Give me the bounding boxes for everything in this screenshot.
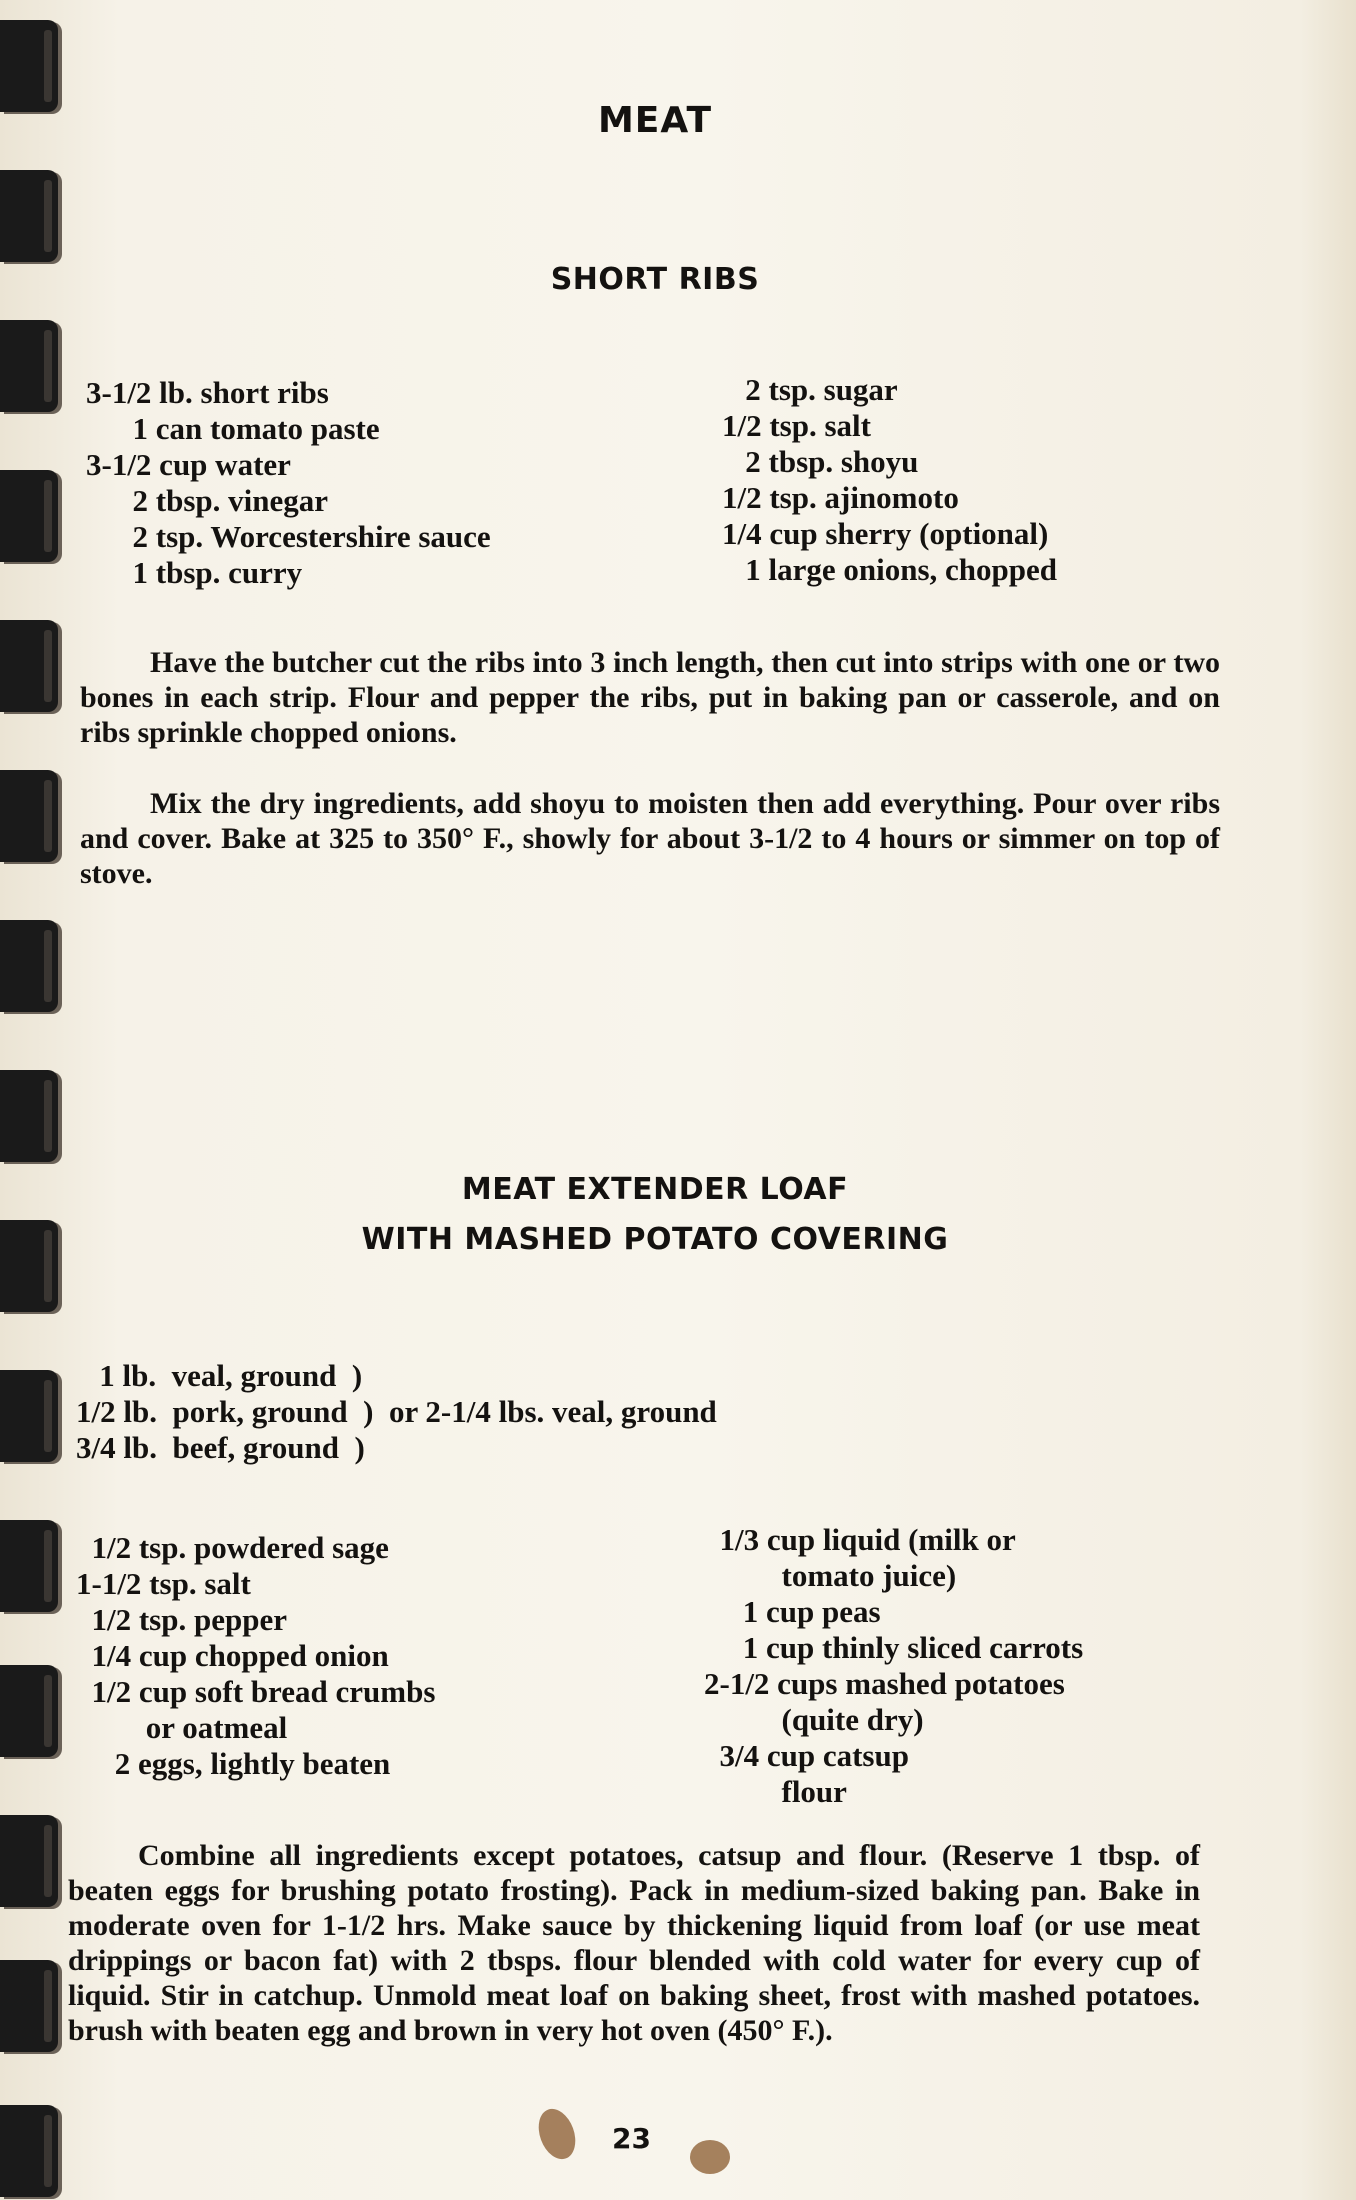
directions-paragraph: Combine all ingredients except potatoes, catsup and flour. (Reserve 1 tbsp. of beaten eggs for brushing potato frosting). Pack in medium-sized baking pan. Bake in moderate oven for 1-1/2 hrs. Make sauce by thickening liquid from loaf (or use meat drippings or bacon fat) with 2 tbsps. flour blended with cold water for every cup of liquid. Stir in catchup. Unmold meat loaf on baking sheet, frost with mashed potatoes. brush with beaten egg and brown in very hot oven (450° F.). <box>68 1839 1200 2047</box>
directions-paragraph: Have the butcher cut the ribs into 3 inch length, then cut into strips with one or two bones in each strip. Flour and pepper the ribs, put in baking pan or casserole, and on ribs sprinkle chopped onions. <box>80 646 1220 749</box>
ingredient-line: 2 tsp. Worcestershire sauce <box>86 519 491 554</box>
ingredient-line: 1 can tomato paste <box>86 411 380 446</box>
ingredient-line: (quite dry) <box>704 1702 924 1737</box>
short-ribs-directions <box>80 645 1220 891</box>
ingredient-line: 3/4 cup catsup <box>704 1738 909 1773</box>
recipe-title-short-ribs: SHORT RIBS <box>550 262 760 297</box>
ingredient-line: 1 lb. veal, ground ) <box>76 1358 363 1393</box>
page-stain <box>532 2104 582 2164</box>
binding-ring <box>0 620 58 712</box>
short-ribs-ingredients-right <box>722 372 1057 588</box>
ingredient-line: 1/4 cup sherry (optional) <box>722 516 1049 551</box>
ingredient-line: 1 cup thinly sliced carrots <box>704 1630 1084 1665</box>
ingredient-line: 1/3 cup liquid (milk or <box>704 1522 1016 1557</box>
ingredient-line: 1 large onions, chopped <box>722 552 1058 587</box>
ingredient-line: 1/4 cup chopped onion <box>76 1638 389 1673</box>
binding-ring <box>0 770 58 862</box>
ingredient-line: 1/2 tsp. powdered sage <box>76 1530 389 1565</box>
binding-ring <box>0 1665 58 1757</box>
ingredient-line: 3-1/2 lb. short ribs <box>86 375 329 410</box>
meat-loaf-meats <box>76 1358 717 1466</box>
ingredient-line: tomato juice) <box>704 1558 957 1593</box>
binding-ring <box>0 920 58 1012</box>
binding-ring <box>0 1370 58 1462</box>
ingredient-line: 1/2 cup soft bread crumbs <box>76 1674 436 1709</box>
meat-loaf-ingredients-right <box>704 1522 1083 1810</box>
binding-ring <box>0 1070 58 1162</box>
ingredient-line: 2 tsp. sugar <box>722 372 898 407</box>
binding-ring <box>0 2105 58 2197</box>
ingredient-line: 1/2 tsp. pepper <box>76 1602 287 1637</box>
recipe-title-meat-loaf: MEAT EXTENDER LOAF <box>461 1172 849 1207</box>
ingredient-line: 2 tbsp. vinegar <box>86 483 328 518</box>
ingredient-line: 1-1/2 tsp. salt <box>76 1566 251 1601</box>
ingredient-line: 1 tbsp. curry <box>86 555 303 590</box>
page-stain <box>690 2140 730 2174</box>
ingredient-line: 3/4 lb. beef, ground ) <box>76 1430 365 1465</box>
chapter-title: MEAT <box>597 100 713 141</box>
meat-loaf-ingredients-left <box>76 1530 435 1782</box>
page-number: 23 <box>612 2122 651 2155</box>
ingredient-line: 2 eggs, lightly beaten <box>76 1746 391 1781</box>
spiral-binding <box>0 0 70 2200</box>
ingredient-line: or oatmeal <box>76 1710 288 1745</box>
ingredient-line: flour <box>704 1774 847 1809</box>
ingredient-line: 1/2 lb. pork, ground ) or 2-1/4 lbs. veal, ground <box>76 1394 717 1429</box>
binding-ring <box>0 20 58 112</box>
ingredient-line: 2 tbsp. shoyu <box>722 444 919 479</box>
binding-ring <box>0 1960 58 2052</box>
ingredient-line: 1/2 tsp. salt <box>722 408 871 443</box>
ingredient-line: 2-1/2 cups mashed potatoes <box>704 1666 1065 1701</box>
ingredient-line: 1 cup peas <box>704 1594 881 1629</box>
meat-loaf-directions <box>68 1838 1200 2048</box>
recipe-subtitle-meat-loaf: WITH MASHED POTATO COVERING <box>361 1222 949 1257</box>
short-ribs-ingredients-left <box>86 375 491 591</box>
binding-ring <box>0 470 58 562</box>
directions-paragraph: Mix the dry ingredients, add shoyu to moisten then add everything. Pour over ribs and cover. Bake at 325 to 350° F., showly for about 3-1/2 to 4 hours or simmer on top of stove. <box>80 787 1220 890</box>
binding-ring <box>0 1815 58 1907</box>
binding-ring <box>0 320 58 412</box>
ingredient-line: 1/2 tsp. ajinomoto <box>722 480 959 515</box>
binding-ring <box>0 1520 58 1612</box>
ingredient-line: 3-1/2 cup water <box>86 447 291 482</box>
binding-ring <box>0 170 58 262</box>
